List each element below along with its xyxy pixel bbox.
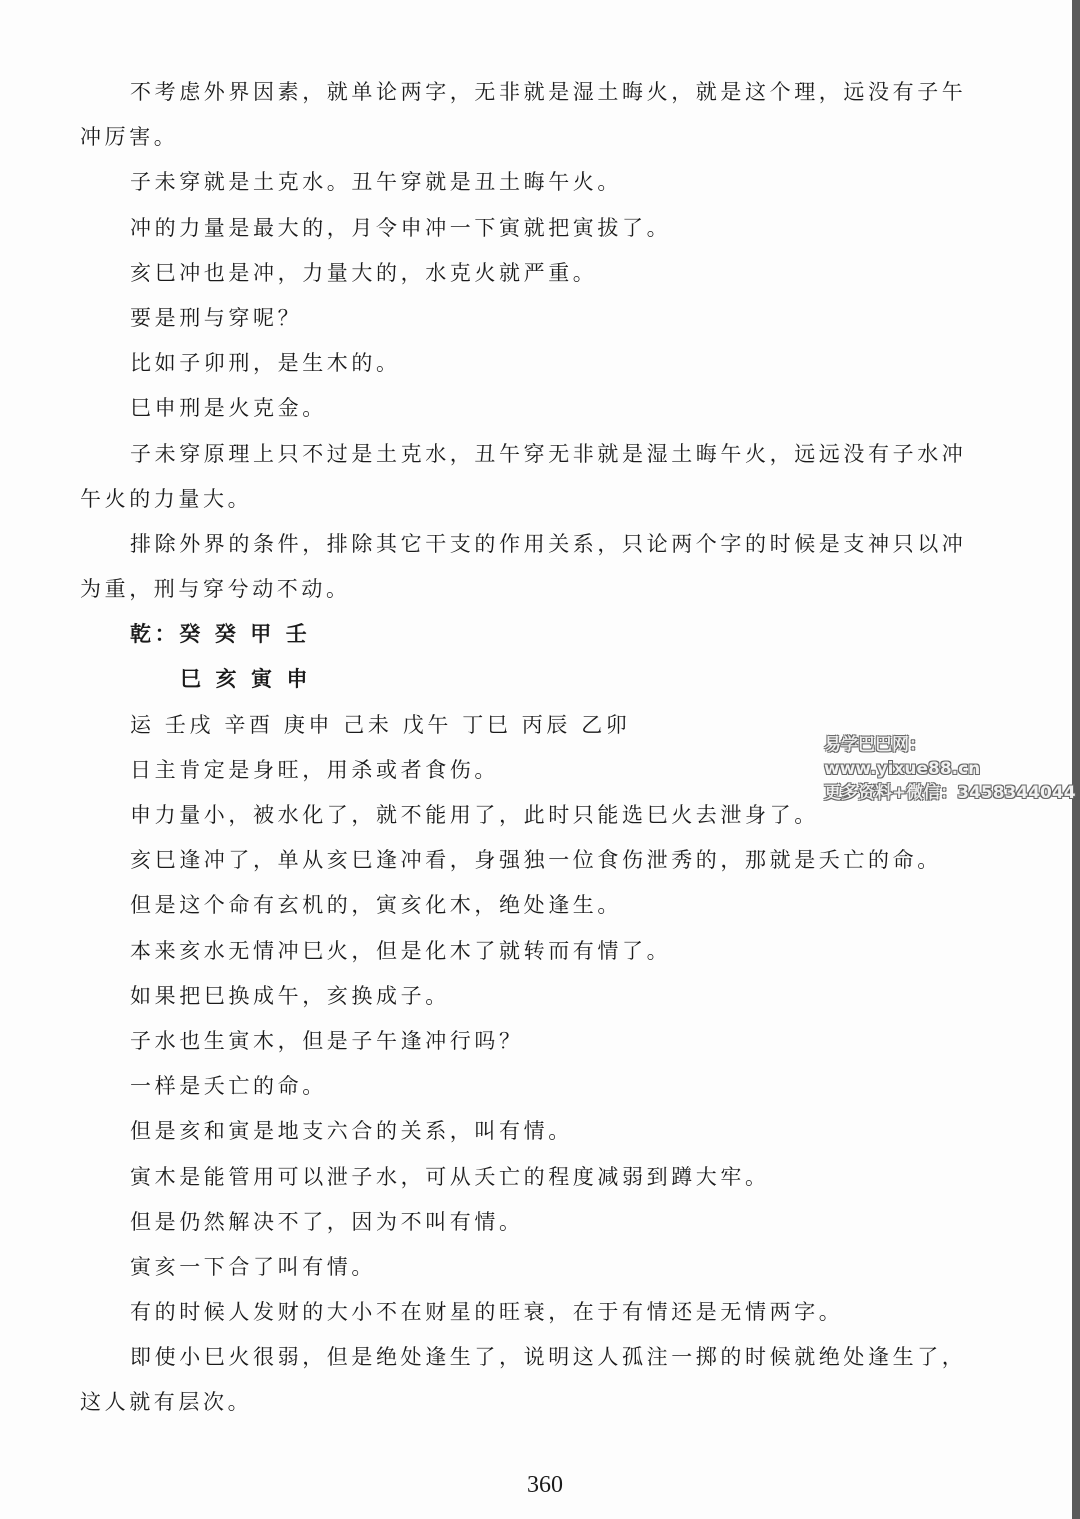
paragraph-line: 即使小巳火很弱，但是绝处逢生了，说明这人孤注一掷的时候就绝处逢生了， (130, 1345, 967, 1370)
paragraph-line: 午火的力量大。 (80, 486, 253, 511)
watermark-contact: 更多资料+微信：3458344044 (824, 783, 1076, 803)
paragraph-line: 申力量小，被水化了，就不能用了，此时只能选巳火去泄身了。 (130, 803, 819, 827)
bazi-stems: 乾：癸 癸 甲 壬 (130, 621, 311, 647)
paragraph-line: 寅木是能管用可以泄子水，可从夭亡的程度减弱到蹲大牢。 (130, 1164, 770, 1189)
luck-cycles: 运 壬戌 辛酉 庚申 己未 戊午 丁巳 丙辰 乙卯 (130, 712, 631, 737)
paragraph-line: 但是仍然解决不了，因为不叫有情。 (130, 1209, 524, 1234)
paragraph-line: 寅亥一下合了叫有情。 (130, 1254, 376, 1279)
page-number: 360 (527, 1472, 563, 1498)
paragraph-line: 巳申刑是火克金。 (130, 396, 327, 421)
paragraph-line: 不考虑外界因素，就单论两字，无非就是湿土晦火，就是这个理，远没有子午 (130, 80, 967, 104)
paragraph-line: 为重，刑与穿兮动不动。 (80, 577, 351, 602)
paragraph-line: 本来亥水无情冲巳火，但是化木了就转而有情了。 (130, 938, 672, 963)
paragraph-line: 排除外界的条件，排除其它干支的作用关系，只论两个字的时候是支神只以冲 (130, 531, 967, 556)
paragraph-line: 子未穿原理上只不过是土克水，丑午穿无非就是湿土晦午火，远远没有子水冲 (130, 441, 967, 466)
paragraph-line: 亥巳逢冲了，单从亥巳逢冲看，身强独一位食伤泄秀的，那就是夭亡的命。 (130, 848, 942, 873)
bazi-branches: 巳 亥 寅 申 (180, 666, 312, 692)
paragraph-line: 日主肯定是身旺，用杀或者食伤。 (130, 757, 499, 782)
paragraph-line: 但是这个命有玄机的，寅亥化木，绝处逢生。 (130, 893, 622, 918)
paragraph-line: 子水也生寅木，但是子午逢冲行吗？ (130, 1028, 524, 1053)
paragraph-line: 要是刑与穿呢？ (130, 305, 303, 330)
paragraph-line: 但是亥和寅是地支六合的关系，叫有情。 (130, 1119, 573, 1144)
paragraph-line: 亥巳冲也是冲，力量大的，水克火就严重。 (130, 260, 598, 285)
watermark-site: 易学巴巴网：www.yixue88.cn (824, 735, 981, 779)
paragraph-line: 比如子卯刑，是生木的。 (130, 351, 401, 376)
paragraph-line: 冲的力量是最大的，月令申冲一下寅就把寅拔了。 (130, 215, 672, 240)
paragraph-line: 这人就有层次。 (80, 1390, 253, 1415)
paragraph-line: 如果把巳换成午，亥换成子。 (130, 983, 450, 1008)
paragraph-line: 子未穿就是土克水。丑午穿就是丑土晦午火。 (130, 170, 622, 195)
paragraph-line: 有的时候人发财的大小不在财星的旺衰，在于有情还是无情两字。 (130, 1300, 844, 1325)
paragraph-line: 冲厉害。 (80, 125, 179, 150)
watermark (824, 733, 1080, 805)
paragraph-line: 一样是夭亡的命。 (130, 1074, 327, 1099)
